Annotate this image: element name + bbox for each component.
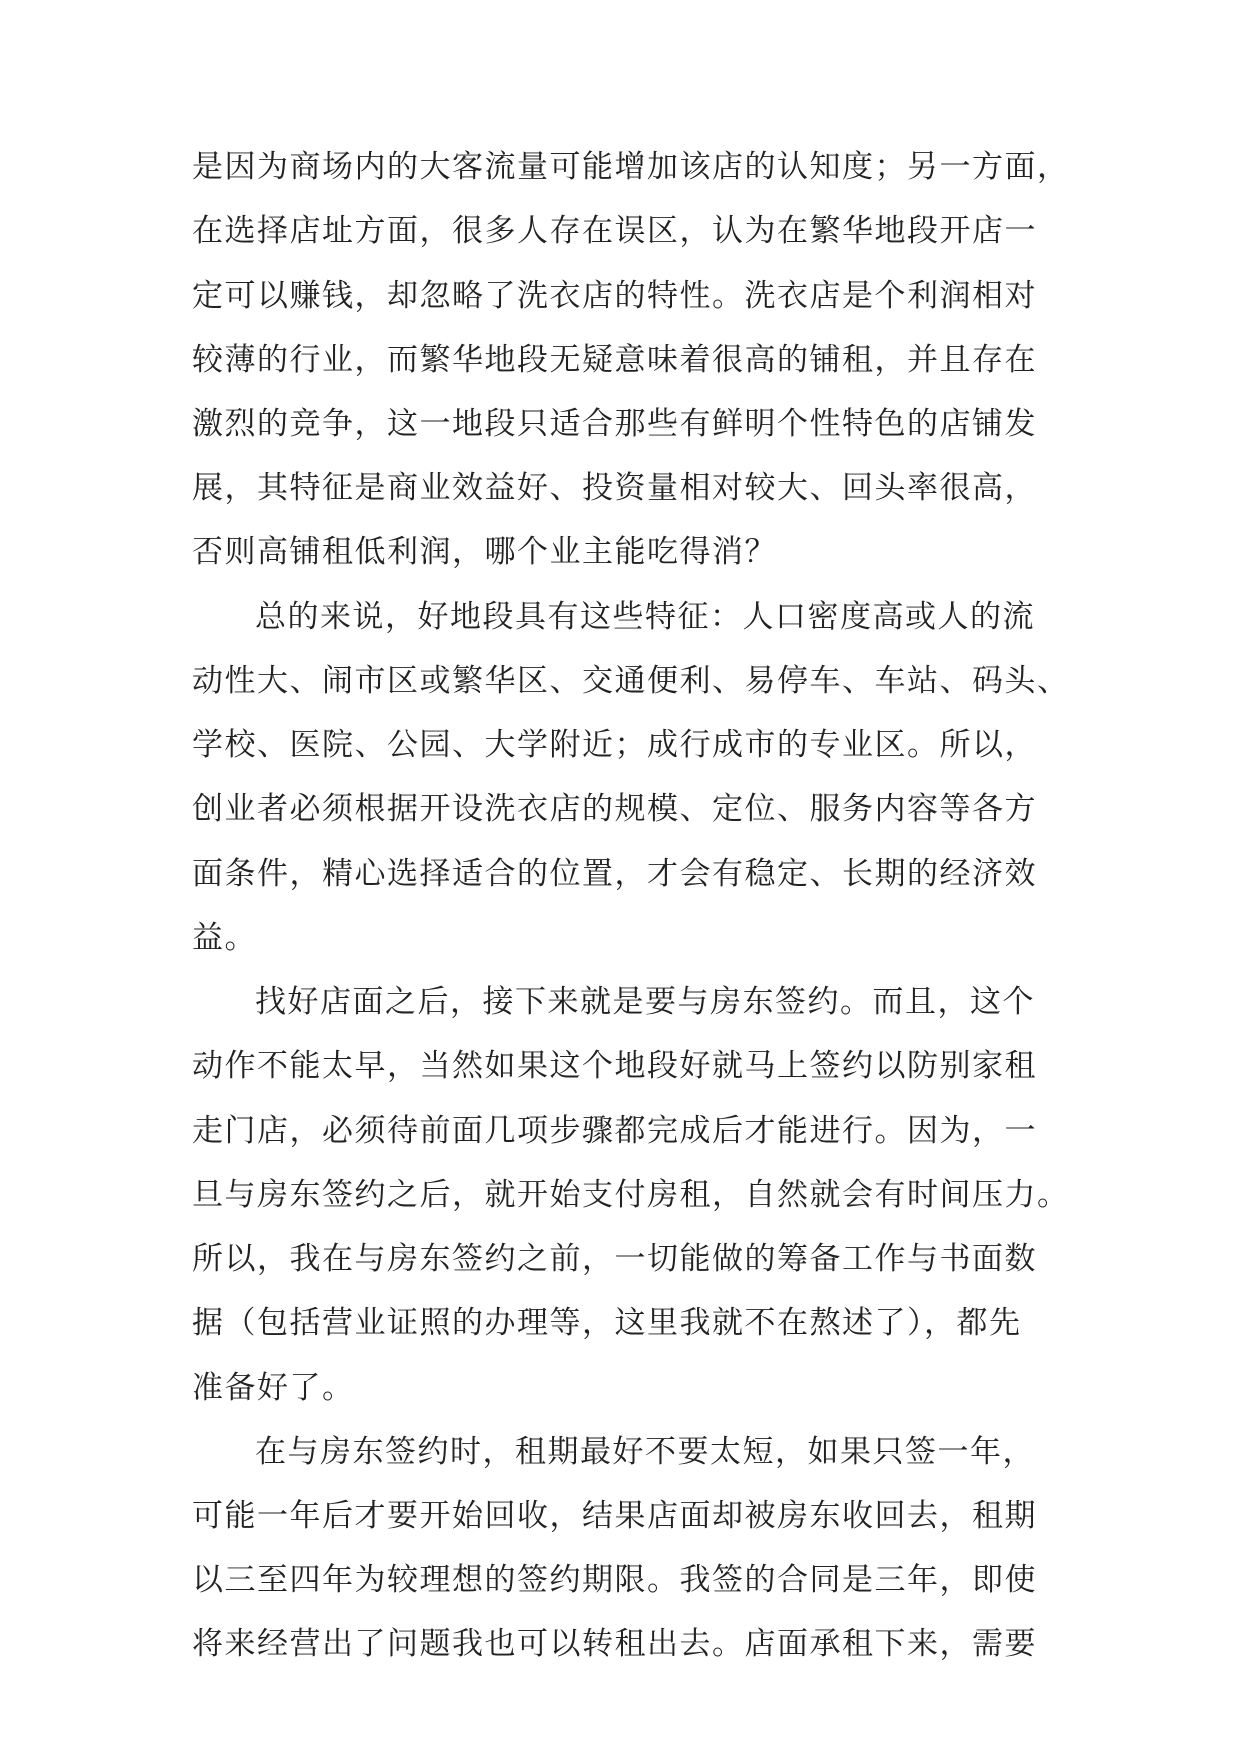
text-line: 面条件，精心选择适合的位置，才会有稳定、长期的经济效	[192, 856, 1037, 892]
text-line: 将来经营出了问题我也可以转租出去。店面承租下来，需要	[192, 1626, 1037, 1662]
paragraph-first-line: 总的来说，好地段具有这些特征：人口密度高或人的流	[255, 599, 1035, 635]
text-line: 创业者必须根据开设洗衣店的规模、定位、服务内容等各方	[192, 791, 1037, 827]
text-line: 是因为商场内的大客流量可能增加该店的认知度；另一方面，	[192, 149, 1070, 185]
text-line: 可能一年后才要开始回收，结果店面却被房东收回去，租期	[192, 1498, 1037, 1534]
text-line: 走门店，必须待前面几项步骤都完成后才能进行。因为，一	[192, 1113, 1037, 1149]
paragraph-first-line: 在与房东签约时，租期最好不要太短，如果只签一年，	[255, 1434, 1035, 1470]
paragraph-first-line: 找好店面之后，接下来就是要与房东签约。而且，这个	[255, 984, 1035, 1020]
text-line: 动作不能太早，当然如果这个地段好就马上签约以防别家租	[192, 1048, 1037, 1084]
text-line: 所以，我在与房东签约之前，一切能做的筹备工作与书面数	[192, 1241, 1037, 1277]
text-line: 在选择店址方面，很多人存在误区，认为在繁华地段开店一	[192, 213, 1037, 249]
text-line: 据（包括营业证照的办理等，这里我就不在熬述了），都先	[192, 1305, 1022, 1341]
text-line: 较薄的行业，而繁华地段无疑意味着很高的铺租，并且存在	[192, 342, 1037, 378]
text-line: 准备好了。	[192, 1370, 355, 1406]
text-line: 否则高铺租低利润，哪个业主能吃得消？	[192, 534, 777, 570]
text-line: 学校、医院、公园、大学附近；成行成市的专业区。所以，	[192, 727, 1037, 763]
text-line: 旦与房东签约之后，就开始支付房租，自然就会有时间压力。	[192, 1177, 1070, 1213]
text-line: 以三至四年为较理想的签约期限。我签的合同是三年，即使	[192, 1562, 1037, 1598]
text-line: 激烈的竞争，这一地段只适合那些有鲜明个性特色的店铺发	[192, 406, 1037, 442]
text-line: 动性大、闹市区或繁华区、交通便利、易停车、车站、码头、	[192, 663, 1070, 699]
text-line: 益。	[192, 920, 257, 956]
text-line: 定可以赚钱，却忽略了洗衣店的特性。洗衣店是个利润相对	[192, 278, 1037, 314]
text-line: 展，其特征是商业效益好、投资量相对较大、回头率很高，	[192, 470, 1037, 506]
